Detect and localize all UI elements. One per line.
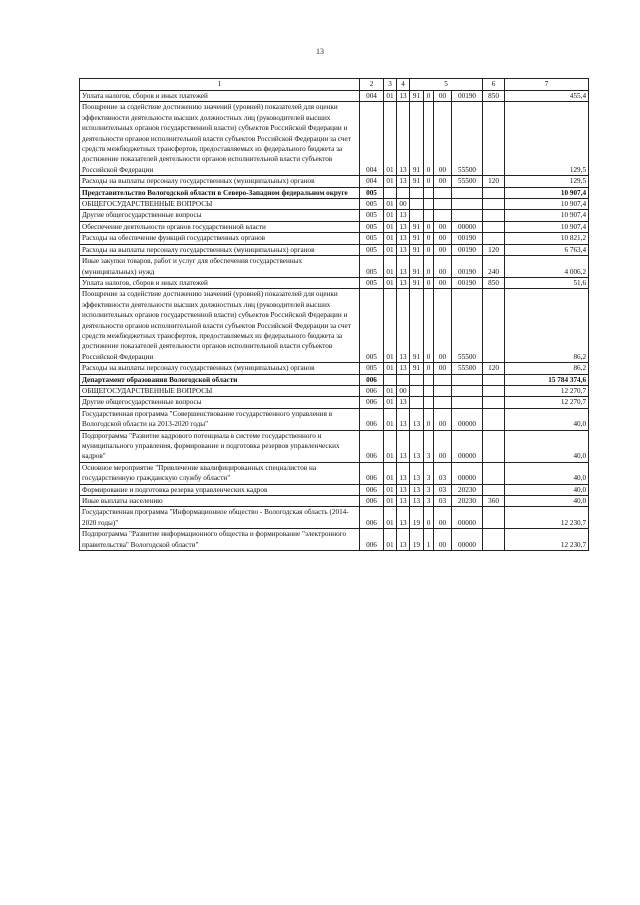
header-col-3: 3 — [384, 79, 397, 91]
row-subprogram — [424, 187, 434, 198]
row-amount: 12 270,7 — [505, 397, 589, 408]
row-direction — [452, 199, 483, 210]
row-event: 00 — [434, 176, 452, 187]
row-program: 19 — [410, 507, 424, 529]
row-amount: 86,2 — [505, 363, 589, 374]
table-row — [80, 289, 589, 363]
table-row — [80, 462, 589, 484]
row-name: Уплата налогов, сборов и иных платежей — [80, 91, 360, 102]
row-program: 91 — [410, 176, 424, 187]
row-subprogram: 3 — [424, 496, 434, 507]
row-expense-type — [483, 221, 505, 232]
row-direction: 00190 — [452, 244, 483, 255]
row-subprogram: 0 — [424, 102, 434, 176]
row-program: 91 — [410, 277, 424, 288]
row-event — [434, 210, 452, 221]
row-section: 01 — [384, 256, 397, 278]
row-program: 91 — [410, 91, 424, 102]
row-event: 00 — [434, 289, 452, 363]
row-subprogram: 0 — [424, 507, 434, 529]
row-name: Департамент образования Вологодской области — [80, 374, 360, 385]
row-subprogram — [424, 210, 434, 221]
row-section: 01 — [384, 176, 397, 187]
table-row — [80, 496, 589, 507]
row-section: 01 — [384, 430, 397, 462]
row-admin-code: 006 — [360, 430, 384, 462]
row-direction: 00190 — [452, 91, 483, 102]
row-subsection: 13 — [397, 221, 410, 232]
row-section: 01 — [384, 507, 397, 529]
row-direction — [452, 397, 483, 408]
row-admin-code: 005 — [360, 363, 384, 374]
row-admin-code: 005 — [360, 221, 384, 232]
row-subsection: 13 — [397, 233, 410, 244]
row-subsection: 13 — [397, 529, 410, 551]
row-expense-type: 850 — [483, 277, 505, 288]
table-row — [80, 363, 589, 374]
row-program: 13 — [410, 484, 424, 495]
row-program: 13 — [410, 462, 424, 484]
row-direction: 00190 — [452, 233, 483, 244]
row-name: ОБЩЕГОСУДАРСТВЕННЫЕ ВОПРОСЫ — [80, 385, 360, 396]
row-event: 00 — [434, 91, 452, 102]
row-name: Государственная программа "Информационное общество - Вологодская область (2014-2020 годы)" — [80, 507, 360, 529]
row-amount: 6 763,4 — [505, 244, 589, 255]
table-row — [80, 187, 589, 198]
header-col-5: 5 — [410, 79, 483, 91]
row-direction: 00000 — [452, 529, 483, 551]
row-subprogram: 0 — [424, 91, 434, 102]
row-admin-code: 005 — [360, 256, 384, 278]
row-expense-type — [483, 484, 505, 495]
table-row — [80, 91, 589, 102]
row-expense-type — [483, 289, 505, 363]
table-row — [80, 385, 589, 396]
row-event — [434, 374, 452, 385]
table-row — [80, 176, 589, 187]
row-program: 91 — [410, 244, 424, 255]
table-row — [80, 210, 589, 221]
row-subsection: 00 — [397, 385, 410, 396]
row-subsection: 13 — [397, 408, 410, 430]
header-col-4: 4 — [397, 79, 410, 91]
row-direction: 00190 — [452, 256, 483, 278]
row-subsection: 13 — [397, 430, 410, 462]
row-section — [384, 187, 397, 198]
row-subsection: 13 — [397, 176, 410, 187]
row-admin-code: 005 — [360, 244, 384, 255]
row-admin-code: 005 — [360, 187, 384, 198]
row-program — [410, 385, 424, 396]
row-amount: 129,5 — [505, 102, 589, 176]
table-row — [80, 199, 589, 210]
row-name: Основное мероприятие "Привлечение квалифицированных специалистов на государственную гражданскую службу области" — [80, 462, 360, 484]
row-subsection: 13 — [397, 289, 410, 363]
row-amount: 15 784 374,6 — [505, 374, 589, 385]
row-subsection: 13 — [397, 496, 410, 507]
row-expense-type: 120 — [483, 176, 505, 187]
row-section: 01 — [384, 221, 397, 232]
row-admin-code: 004 — [360, 102, 384, 176]
row-subprogram — [424, 397, 434, 408]
row-event: 00 — [434, 244, 452, 255]
row-event — [434, 199, 452, 210]
row-direction: 00000 — [452, 462, 483, 484]
row-subsection: 13 — [397, 462, 410, 484]
row-section: 01 — [384, 462, 397, 484]
row-name: Другие общегосударственные вопросы — [80, 210, 360, 221]
row-event: 00 — [434, 430, 452, 462]
row-section: 01 — [384, 244, 397, 255]
row-name: Расходы на выплаты персоналу государственных (муниципальных) органов — [80, 244, 360, 255]
table-row — [80, 277, 589, 288]
table-row — [80, 256, 589, 278]
row-subsection — [397, 374, 410, 385]
row-expense-type — [483, 199, 505, 210]
row-program — [410, 210, 424, 221]
row-section: 01 — [384, 233, 397, 244]
row-subprogram: 0 — [424, 363, 434, 374]
row-admin-code: 006 — [360, 462, 384, 484]
row-subsection: 13 — [397, 256, 410, 278]
row-admin-code: 006 — [360, 507, 384, 529]
row-admin-code: 005 — [360, 289, 384, 363]
row-event — [434, 385, 452, 396]
row-amount: 12 230,7 — [505, 529, 589, 551]
row-amount: 129,5 — [505, 176, 589, 187]
row-program: 13 — [410, 496, 424, 507]
row-direction: 00000 — [452, 430, 483, 462]
row-direction: 00190 — [452, 277, 483, 288]
row-amount: 10 907,4 — [505, 221, 589, 232]
row-program: 91 — [410, 289, 424, 363]
row-expense-type — [483, 529, 505, 551]
row-event: 00 — [434, 529, 452, 551]
row-program — [410, 187, 424, 198]
row-amount: 40,0 — [505, 430, 589, 462]
table-row — [80, 102, 589, 176]
row-direction — [452, 374, 483, 385]
row-event: 00 — [434, 277, 452, 288]
row-direction — [452, 210, 483, 221]
row-amount: 51,6 — [505, 277, 589, 288]
row-subprogram: 0 — [424, 221, 434, 232]
row-name: Иные выплаты населению — [80, 496, 360, 507]
row-subprogram: 3 — [424, 462, 434, 484]
row-subprogram — [424, 385, 434, 396]
row-expense-type — [483, 408, 505, 430]
row-amount: 10 907,4 — [505, 187, 589, 198]
row-name: Поощрение за содействие достижению значений (уровней) показателей для оценки эффективности деятельности высших должностных лиц (руководителей высших исполнительных органов государственной власти) субъектов Российской Федерации и деятельности органов исполнительной власти субъектов Российской Федерации за счет средств межбюджетных трансфертов, предоставляемых из федерального бюджета за достижение показателей деятельности органов исполнительной власти субъектов Российской Федерации — [80, 102, 360, 176]
row-program: 13 — [410, 430, 424, 462]
row-subsection: 13 — [397, 277, 410, 288]
row-amount: 12 230,7 — [505, 507, 589, 529]
row-section: 01 — [384, 529, 397, 551]
row-direction: 55500 — [452, 289, 483, 363]
row-direction: 20230 — [452, 484, 483, 495]
row-direction: 00000 — [452, 507, 483, 529]
row-subsection: 13 — [397, 397, 410, 408]
row-amount: 10 821,2 — [505, 233, 589, 244]
row-amount: 4 006,2 — [505, 256, 589, 278]
table-row — [80, 507, 589, 529]
row-name: Формирование и подготовка резерва управленческих кадров — [80, 484, 360, 495]
row-section: 01 — [384, 102, 397, 176]
row-subsection: 13 — [397, 102, 410, 176]
row-direction: 20230 — [452, 496, 483, 507]
row-program: 91 — [410, 363, 424, 374]
row-amount: 40,0 — [505, 462, 589, 484]
row-name: Расходы на обеспечение функций государственных органов — [80, 233, 360, 244]
row-name: Государственная программа "Совершенствование государственного управления в Вологодской области на 2013-2020 годы" — [80, 408, 360, 430]
header-col-1: 1 — [80, 79, 360, 91]
table-row — [80, 484, 589, 495]
row-event: 00 — [434, 221, 452, 232]
row-subprogram: 3 — [424, 430, 434, 462]
table-row — [80, 244, 589, 255]
header-col-2: 2 — [360, 79, 384, 91]
row-event: 00 — [434, 256, 452, 278]
row-direction — [452, 187, 483, 198]
row-subprogram: 3 — [424, 484, 434, 495]
row-expense-type — [483, 385, 505, 396]
row-event: 00 — [434, 408, 452, 430]
row-event: 00 — [434, 233, 452, 244]
row-admin-code: 006 — [360, 374, 384, 385]
row-amount: 10 907,4 — [505, 199, 589, 210]
row-subprogram: 0 — [424, 244, 434, 255]
page-number: 13 — [316, 47, 324, 56]
row-event: 03 — [434, 496, 452, 507]
table-header-row — [80, 79, 589, 91]
row-subprogram: 0 — [424, 256, 434, 278]
row-subprogram: 0 — [424, 176, 434, 187]
header-col-6: 6 — [483, 79, 505, 91]
row-subprogram: 0 — [424, 408, 434, 430]
row-subsection: 13 — [397, 507, 410, 529]
row-event: 03 — [434, 462, 452, 484]
row-admin-code: 006 — [360, 408, 384, 430]
row-section: 01 — [384, 397, 397, 408]
row-expense-type — [483, 187, 505, 198]
row-amount: 86,2 — [505, 289, 589, 363]
row-expense-type — [483, 233, 505, 244]
table-body — [80, 91, 589, 551]
row-expense-type: 360 — [483, 496, 505, 507]
row-section: 01 — [384, 363, 397, 374]
row-section: 01 — [384, 199, 397, 210]
row-name: ОБЩЕГОСУДАРСТВЕННЫЕ ВОПРОСЫ — [80, 199, 360, 210]
row-subprogram: 0 — [424, 233, 434, 244]
row-admin-code: 004 — [360, 176, 384, 187]
table-row — [80, 374, 589, 385]
row-name: Уплата налогов, сборов и иных платежей — [80, 277, 360, 288]
row-name: Иные закупки товаров, работ и услуг для обеспечения государственных (муниципальных) нужд — [80, 256, 360, 278]
row-program — [410, 374, 424, 385]
row-admin-code: 006 — [360, 385, 384, 396]
row-section: 01 — [384, 484, 397, 495]
row-event: 03 — [434, 484, 452, 495]
row-direction: 00000 — [452, 221, 483, 232]
row-amount: 40,0 — [505, 408, 589, 430]
row-subsection: 13 — [397, 91, 410, 102]
row-name: Обеспечение деятельности органов государственной власти — [80, 221, 360, 232]
header-col-7: 7 — [505, 79, 589, 91]
row-admin-code: 006 — [360, 529, 384, 551]
row-event: 00 — [434, 507, 452, 529]
row-subprogram: 0 — [424, 277, 434, 288]
row-expense-type — [483, 462, 505, 484]
row-expense-type: 240 — [483, 256, 505, 278]
row-expense-type: 850 — [483, 91, 505, 102]
row-direction: 55500 — [452, 102, 483, 176]
row-admin-code: 005 — [360, 233, 384, 244]
row-name: Другие общегосударственные вопросы — [80, 397, 360, 408]
table-row — [80, 397, 589, 408]
table-row — [80, 408, 589, 430]
row-expense-type: 120 — [483, 244, 505, 255]
row-amount: 40,0 — [505, 484, 589, 495]
row-section: 01 — [384, 277, 397, 288]
row-subprogram: 0 — [424, 289, 434, 363]
row-direction: 55500 — [452, 363, 483, 374]
table-row — [80, 233, 589, 244]
row-subsection: 13 — [397, 244, 410, 255]
row-subsection: 13 — [397, 210, 410, 221]
row-program: 19 — [410, 529, 424, 551]
row-section: 01 — [384, 289, 397, 363]
row-subprogram: 1 — [424, 529, 434, 551]
row-name: Подпрограмма "Развитие кадрового потенциала в системе государственного и муниципального управления, формирование и подготовка резервов управленческих кадров" — [80, 430, 360, 462]
table-row — [80, 221, 589, 232]
row-admin-code: 006 — [360, 484, 384, 495]
row-section: 01 — [384, 210, 397, 221]
row-subprogram — [424, 199, 434, 210]
row-program: 91 — [410, 221, 424, 232]
row-name: Поощрение за содействие достижению значений (уровней) показателей для оценки эффективности деятельности высших должностных лиц (руководителей высших исполнительных органов государственной власти) субъектов Российской Федерации и деятельности органов исполнительной власти субъектов Российской Федерации за счет средств межбюджетных трансфертов, предоставляемых из федерального бюджета за достижение показателей деятельности органов исполнительной власти субъектов Российской Федерации — [80, 289, 360, 363]
row-subsection: 00 — [397, 199, 410, 210]
budget-table — [79, 78, 589, 551]
row-name: Представительство Вологодской области в Северо-Западном федеральном округе — [80, 187, 360, 198]
row-expense-type — [483, 397, 505, 408]
row-admin-code: 005 — [360, 210, 384, 221]
row-amount: 40,0 — [505, 496, 589, 507]
row-amount: 12 270,7 — [505, 385, 589, 396]
row-amount: 10 907,4 — [505, 210, 589, 221]
row-expense-type — [483, 430, 505, 462]
row-program: 13 — [410, 408, 424, 430]
row-admin-code: 004 — [360, 91, 384, 102]
row-name: Расходы на выплаты персоналу государственных (муниципальных) органов — [80, 176, 360, 187]
row-admin-code: 005 — [360, 199, 384, 210]
row-expense-type — [483, 507, 505, 529]
row-direction: 55500 — [452, 176, 483, 187]
row-event: 00 — [434, 102, 452, 176]
row-expense-type — [483, 102, 505, 176]
table-row — [80, 430, 589, 462]
row-section — [384, 374, 397, 385]
row-program: 91 — [410, 102, 424, 176]
row-admin-code: 005 — [360, 277, 384, 288]
row-subsection: 13 — [397, 484, 410, 495]
row-expense-type — [483, 210, 505, 221]
row-expense-type — [483, 374, 505, 385]
row-section: 01 — [384, 408, 397, 430]
row-direction: 00000 — [452, 408, 483, 430]
row-event — [434, 397, 452, 408]
row-name: Подпрограмма "Развитие информационного общества и формирование "электронного правительства" Вологодской области" — [80, 529, 360, 551]
row-section: 01 — [384, 496, 397, 507]
row-expense-type: 120 — [483, 363, 505, 374]
row-subsection — [397, 187, 410, 198]
row-section: 01 — [384, 385, 397, 396]
row-name: Расходы на выплаты персоналу государственных (муниципальных) органов — [80, 363, 360, 374]
row-program — [410, 199, 424, 210]
table-row — [80, 529, 589, 551]
row-subsection: 13 — [397, 363, 410, 374]
row-program — [410, 397, 424, 408]
row-admin-code: 006 — [360, 397, 384, 408]
row-subprogram — [424, 374, 434, 385]
row-section: 01 — [384, 91, 397, 102]
row-event — [434, 187, 452, 198]
row-program: 91 — [410, 233, 424, 244]
row-event: 00 — [434, 363, 452, 374]
row-program: 91 — [410, 256, 424, 278]
row-admin-code: 006 — [360, 496, 384, 507]
row-direction — [452, 385, 483, 396]
row-amount: 455,4 — [505, 91, 589, 102]
